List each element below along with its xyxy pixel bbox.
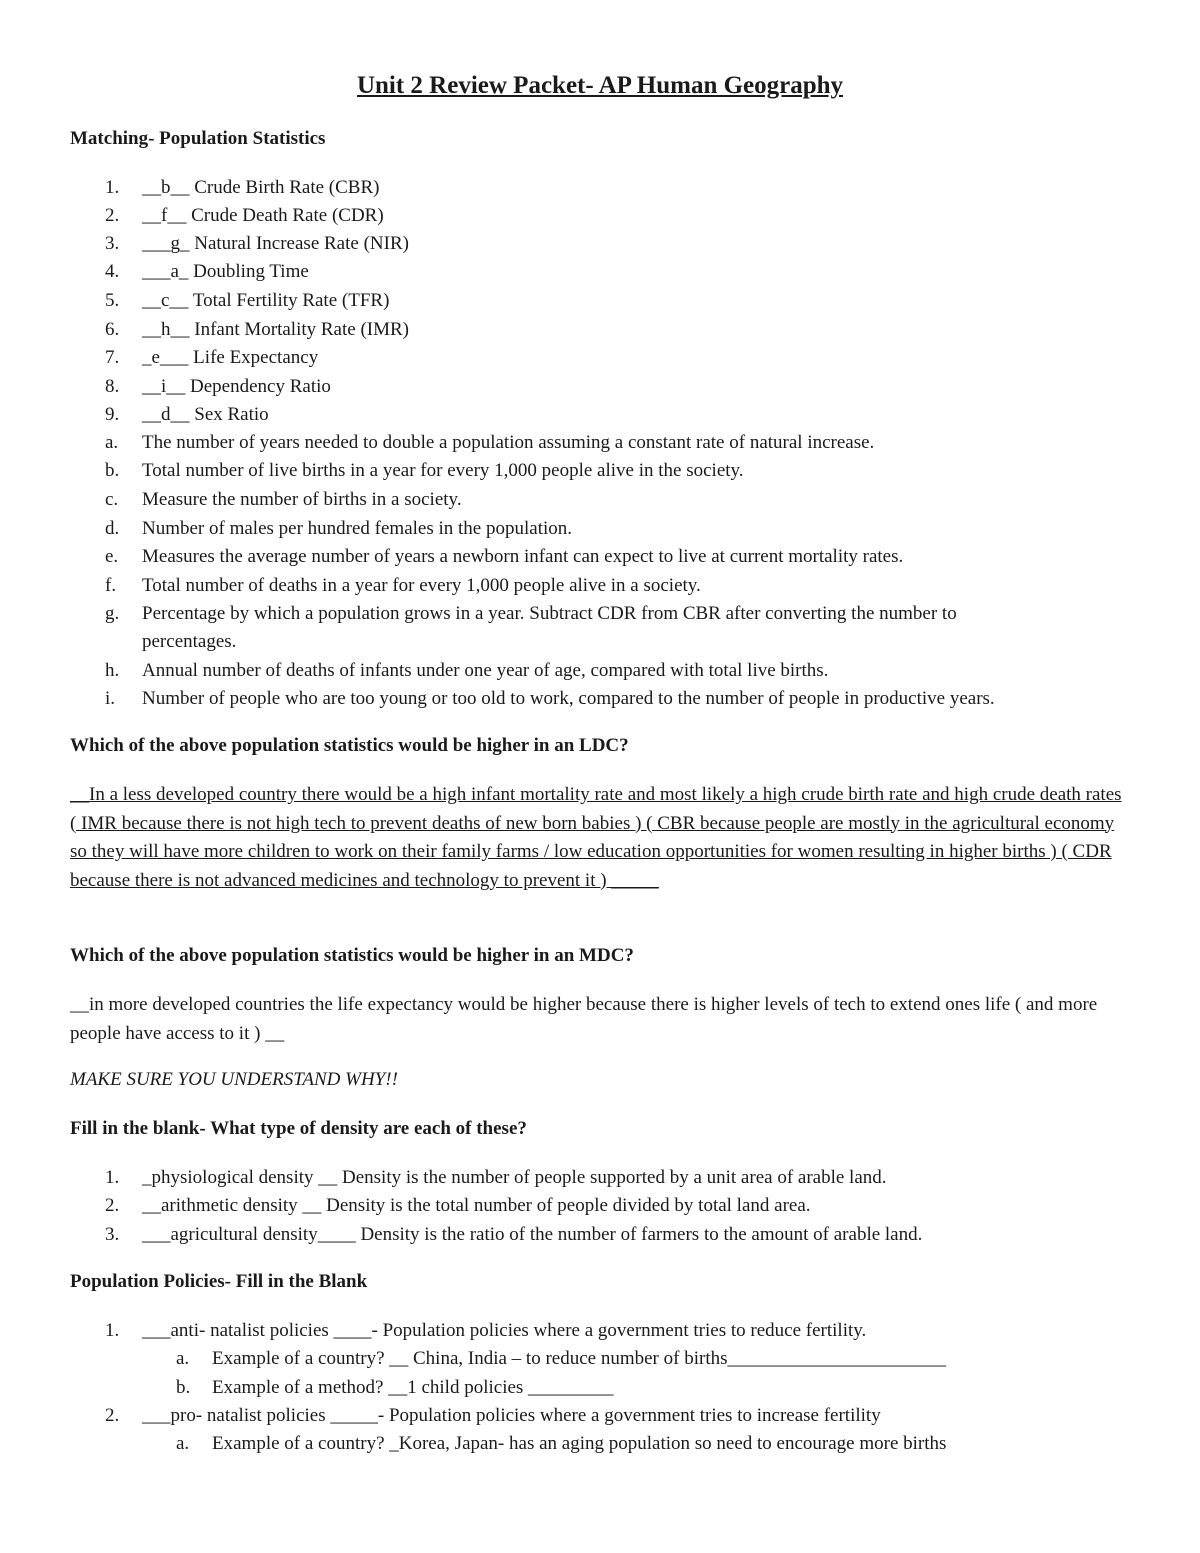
policy-number: 1. [105, 1320, 120, 1341]
policy-subletter: a. [176, 1348, 190, 1369]
term-number: 1. [105, 177, 120, 198]
policy-subtext: Example of a country? _Korea, Japan- has an aging population so need to encourage more births [212, 1433, 947, 1454]
term-text: __f__ Crude Death Rate (CDR) [142, 205, 384, 226]
density-text: __arithmetic density __ Density is the total number of people divided by total land area. [142, 1195, 811, 1216]
definition-text: Measure the number of births in a society. [142, 489, 462, 510]
definition-text: Annual number of deaths of infants under one year of age, compared with total live births. [142, 660, 829, 681]
policy-number: 2. [105, 1405, 120, 1426]
term-number: 2. [105, 205, 120, 226]
mdc-answer: __in more developed countries the life expectancy would be higher because there is higher levels of tech to extend ones life ( and more people have access to it ) __ [70, 994, 1098, 1044]
matching-heading: Matching- Population Statistics [70, 128, 326, 149]
definition-letter: f. [105, 575, 117, 596]
policy-text: ___pro- natalist policies _____- Population policies where a government tries to increase fertility [142, 1405, 881, 1426]
definition-text: Measures the average number of years a newborn infant can expect to live at current mortality rates. [142, 546, 904, 567]
term-text: __i__ Dependency Ratio [142, 376, 331, 397]
policy-subletter: b. [176, 1377, 191, 1398]
term-number: 9. [105, 404, 120, 425]
definition-text: The number of years needed to double a population assuming a constant rate of natural increase. [142, 432, 875, 453]
term-text: _e___ Life Expectancy [142, 347, 319, 368]
term-number: 6. [105, 319, 120, 340]
definition-letter: d. [105, 518, 120, 539]
definition-letter: i. [105, 688, 116, 709]
policy-subletter: a. [176, 1433, 190, 1454]
definition-text-continued: percentages. [142, 631, 237, 652]
page-title: Unit 2 Review Packet- AP Human Geography [356, 72, 844, 99]
term-text: ___g_ Natural Increase Rate (NIR) [142, 233, 409, 254]
definition-letter: h. [105, 660, 120, 681]
definition-text: Number of males per hundred females in the population. [142, 518, 573, 539]
definition-letter: a. [105, 432, 119, 453]
definition-text: Number of people who are too young or too old to work, compared to the number of people in productive years. [142, 688, 995, 709]
term-text: __b__ Crude Birth Rate (CBR) [142, 177, 380, 198]
term-number: 3. [105, 233, 120, 254]
reminder-note: MAKE SURE YOU UNDERSTAND WHY!! [70, 1069, 398, 1090]
density-number: 3. [105, 1224, 120, 1245]
density-text: ___agricultural density____ Density is the ratio of the number of farmers to the amount of arable land. [142, 1224, 923, 1245]
density-text: _physiological density __ Density is the number of people supported by a unit area of arable land. [142, 1167, 887, 1188]
mdc-question: Which of the above population statistics would be higher in an MDC? [70, 945, 634, 966]
policy-subtext: Example of a method? __1 child policies _________ [212, 1377, 614, 1398]
definition-text: Total number of live births in a year for every 1,000 people alive in the society. [142, 460, 744, 481]
term-text: __h__ Infant Mortality Rate (IMR) [142, 319, 410, 340]
term-number: 4. [105, 261, 120, 282]
policy-subtext: Example of a country? __ China, India – to reduce number of births_______________________ [212, 1348, 946, 1369]
policy-text: ___anti- natalist policies ____- Population policies where a government tries to reduce fertility. [142, 1320, 867, 1341]
term-text: __d__ Sex Ratio [142, 404, 269, 425]
term-number: 7. [105, 347, 120, 368]
definition-letter: b. [105, 460, 120, 481]
ldc-answer: __In a less developed country there would be a high infant mortality rate and most likely a high crude birth rate and high crude death rates ( IMR because there is not high tech to prevent deaths of new born babies ) ( CBR because people are mostly in the agricultural economy so they will have more children to work on their family farms / low education opportunities for women resulting in higher births ) ( CDR because there is not advanced medicines and technology to prevent it ) _____ [70, 784, 1122, 891]
term-text: ___a_ Doubling Time [142, 261, 309, 282]
definition-text: Total number of deaths in a year for every 1,000 people alive in a society. [142, 575, 701, 596]
definition-letter: e. [105, 546, 119, 567]
density-number: 1. [105, 1167, 120, 1188]
term-number: 5. [105, 290, 120, 311]
ldc-question: Which of the above population statistics would be higher in an LDC? [70, 735, 629, 756]
term-number: 8. [105, 376, 120, 397]
term-text: __c__ Total Fertility Rate (TFR) [142, 290, 390, 311]
density-heading: Fill in the blank- What type of density are each of these? [70, 1118, 527, 1139]
policies-heading: Population Policies- Fill in the Blank [70, 1271, 368, 1292]
definition-text: Percentage by which a population grows in a year. Subtract CDR from CBR after converting the number to [142, 603, 957, 624]
definition-letter: c. [105, 489, 119, 510]
density-number: 2. [105, 1195, 120, 1216]
definition-letter: g. [105, 603, 120, 624]
